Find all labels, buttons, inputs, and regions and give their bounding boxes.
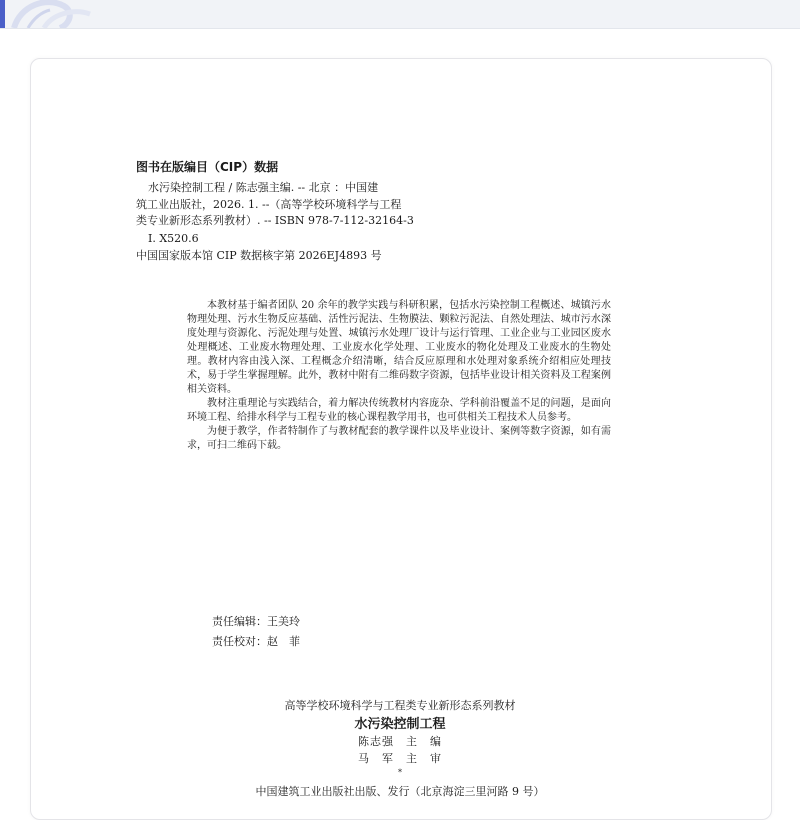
cip-line: 水污染控制工程 / 陈志强主编. -- 北京 ：中国建 [148, 181, 379, 194]
book-title: 水污染控制工程 [354, 717, 446, 732]
responsible-proofreader: 责任校对：赵 菲 [212, 635, 300, 648]
book-publisher: 中国建筑工业出版社出版、发行（北京海淀三里河路 9 号） [255, 785, 545, 798]
top-banner [0, 0, 800, 29]
book-chief-editor: 陈志强 主 编 [358, 735, 442, 748]
summary-paragraph: 本教材基于编者团队 20 余年的教学实践与科研积累，包括水污染控制工程概述、城镇污水物理处理、污水生物反应基础、活性污泥法、生物膜法、颗粒污泥法、自然处理法、城市污水深度处理与资源化、污泥处理与处置、城镇污水处理厂设计与运行管理、工业企业与工业园区废水处理概述、工业废水物理处理、工业废水化学处理、工业废水的物化处理及工业废水的生物处理。教材内容由浅入深、工程概念介绍清晰，结合反应原理和水处理对象系统介绍相应处理技术，易于学生掌握理解。此外，教材中附有二维码数字资源，包括毕业设计相关资料及工程案例相关资料。 [187, 300, 611, 395]
swirl-logo-icon [0, 0, 100, 28]
cip-record-number: 中国国家版本馆 CIP 数据核字第 2026EJ4893 号 [136, 249, 382, 262]
book-series: 高等学校环境科学与工程类专业新形态系列教材 [284, 699, 516, 712]
cip-line: 筑工业出版社，2026. 1. --（高等学校环境科学与工程 [136, 198, 402, 211]
cip-line: 类专业新形态系列教材）. -- ISBN 978-7-112-32164-3 [136, 214, 414, 227]
cip-classification: Ⅰ. X520.6 [148, 232, 199, 245]
book-separator: * [398, 768, 402, 777]
content-summary [187, 299, 611, 453]
summary-paragraph: 教材注重理论与实践结合，着力解决传统教材内容庞杂、学科前沿覆盖不足的问题，是面向环境工程、给排水科学与工程专业的核心课程教学用书，也可供相关工程技术人员参考。 [187, 398, 611, 423]
summary-paragraph: 为便于教学，作者特制作了与教材配套的教学课件以及毕业设计、案例等数字资源，如有需求，可扫二维码下载。 [187, 426, 611, 451]
responsible-editor: 责任编辑：王美玲 [212, 615, 300, 628]
book-chief-reviewer: 马 军 主 审 [358, 752, 442, 765]
cip-title: 图书在版编目（CIP）数据 [136, 160, 279, 174]
